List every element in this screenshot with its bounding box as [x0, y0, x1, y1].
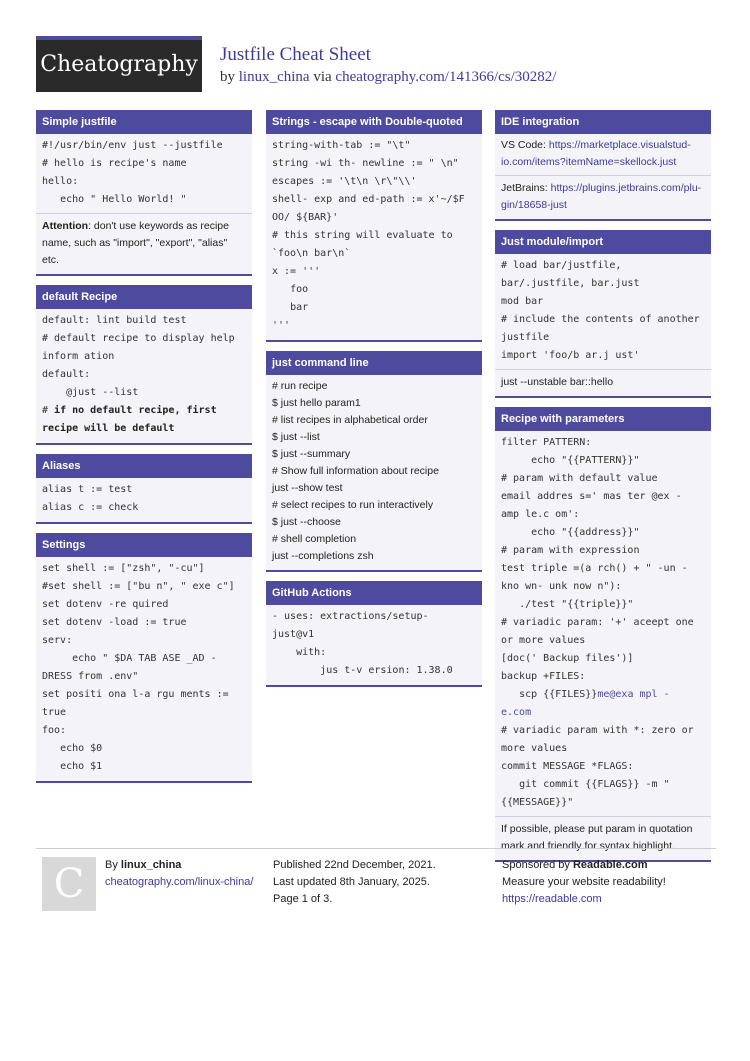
author-link[interactable]: linux_china — [238, 69, 310, 85]
line: $ just hello param1 — [272, 397, 361, 409]
line: set positi ona l-a rgu ments := true — [42, 689, 235, 718]
line: just --show test — [272, 482, 343, 494]
line: # param with expression — [501, 545, 640, 556]
section-default-recipe — [36, 285, 252, 445]
line: with: — [272, 647, 327, 658]
section-title: IDE integration — [495, 110, 711, 134]
vscode-label: VS Code: — [501, 139, 549, 151]
line: echo $0 — [42, 743, 103, 754]
footer-sponsor — [502, 857, 666, 908]
line: @just --list — [42, 387, 139, 398]
sponsor-text: Measure your website readability! — [502, 876, 666, 888]
column-3 — [495, 110, 711, 871]
footer — [36, 848, 716, 907]
line: # include the contents of another justfile — [501, 314, 706, 343]
line: # hello is recipe's name — [42, 158, 187, 169]
line: # Show full information about recipe — [272, 465, 439, 477]
code-block-b — [501, 722, 705, 812]
line: default: lint build test — [42, 315, 187, 326]
sponsor-url[interactable]: https://readable.com — [502, 893, 602, 905]
jetbrains-row — [495, 175, 711, 214]
comment-prefix: # — [42, 405, 55, 416]
line: backup +FILES: — [501, 671, 586, 682]
line: # shell completion — [272, 533, 357, 545]
footer-author-url[interactable]: cheatography.com/linux-china/ — [105, 876, 254, 888]
header — [36, 36, 716, 96]
line: # variadic param: '+' aceept one or more values — [501, 617, 700, 646]
line: string-with-tab := "\t" — [272, 140, 411, 151]
vscode-link[interactable]: https://marketplace.visualstud- io.com/items?itemName=skellock.just — [501, 139, 691, 168]
line: string -wi th- newline := " \n" — [272, 158, 459, 169]
footer-by: By — [105, 859, 121, 871]
section-aliases — [36, 454, 252, 524]
bold-comment: if no default recipe, first recipe will be default — [42, 405, 223, 434]
email-link[interactable]: me@exa mpl - e.com — [501, 689, 676, 718]
line: $ just --summary — [272, 448, 351, 460]
note-text: : don't use keywords as recipe name, such as "import", "export", "alias" etc. — [42, 220, 229, 266]
jetbrains-link[interactable]: https://plugins.jetbrains.com/plu- gin/18658-just — [501, 182, 702, 211]
footer-meta — [273, 857, 436, 908]
line: default: — [42, 369, 91, 380]
jetbrains-label: JetBrains: — [501, 182, 551, 194]
code-block — [42, 312, 246, 402]
line: x := ''' — [272, 266, 321, 277]
line: git commit {{FLAGS}} -m " {{MESSAGE}}" — [501, 779, 676, 808]
section-title: Aliases — [36, 454, 252, 478]
line: set dotenv -re quired — [42, 599, 169, 610]
section-settings — [36, 533, 252, 783]
code-block-a — [501, 434, 705, 686]
published-date: Published 22nd December, 2021. — [273, 859, 436, 871]
line: [doc(' Backup files')] — [501, 653, 634, 664]
page-title: Justfile Cheat Sheet — [220, 44, 371, 65]
cheatography-logo[interactable]: Cheatography — [36, 36, 202, 92]
title-block — [220, 44, 556, 87]
code-bold-line — [42, 402, 246, 438]
section-github-actions — [266, 581, 482, 687]
params-note: If possible, please put param in quotation mark and friendly for syntax highlight. — [495, 816, 711, 855]
line: set dotenv -load := true — [42, 617, 187, 628]
sheet-url-link[interactable]: cheatography.com/141366/cs/30282/ — [335, 69, 557, 85]
section-title: Just module/import — [495, 230, 711, 254]
line: echo " $DA TAB ASE _AD - DRESS from .env" — [42, 653, 223, 682]
line: ./test "{{triple}}" — [501, 599, 634, 610]
line: - uses: extractions/setup- just@v1 — [272, 611, 435, 640]
line: filter PATTERN: — [501, 437, 592, 448]
code-block — [42, 137, 246, 209]
line: echo " Hello World! " — [42, 194, 187, 205]
sponsor-name[interactable]: Readable.com — [572, 859, 648, 871]
line: echo "{{PATTERN}}" — [501, 455, 640, 466]
line: ''' — [272, 320, 291, 331]
line: # run recipe — [272, 380, 328, 392]
line: foo — [272, 284, 309, 295]
line: set shell := ["zsh", "-cu"] — [42, 563, 205, 574]
sponsored-by: Sponsored by — [502, 859, 573, 871]
module-note: just --unstable bar::hello — [495, 369, 711, 391]
code-block — [272, 137, 476, 335]
section-title: Recipe with parameters — [495, 407, 711, 431]
code-block — [272, 608, 476, 680]
code-block — [42, 481, 246, 517]
column-2 — [266, 110, 482, 696]
line: import 'foo/b ar.j ust' — [501, 350, 640, 361]
line: # this string will evaluate to `foo\n bar\n` — [272, 230, 459, 259]
line: #!/usr/bin/env just --justfile — [42, 140, 223, 151]
line: # variadic param with *: zero or more values — [501, 725, 700, 754]
cheatography-c-icon: C — [42, 857, 96, 911]
line: email addres s=' mas ter @ex - amp le.c om': — [501, 491, 688, 520]
byline — [220, 67, 556, 87]
section-title: Strings - escape with Double-quoted — [266, 110, 482, 134]
section-command-line — [266, 351, 482, 572]
line: jus t-v ersion: 1.38.0 — [272, 665, 453, 676]
scp-line — [501, 686, 705, 722]
line: serv: — [42, 635, 73, 646]
line: just --completions zsh — [272, 550, 374, 562]
line: alias t := test — [42, 484, 133, 495]
line: #set shell := ["bu n", " exe c"] — [42, 581, 235, 592]
line: $ just --choose — [272, 516, 341, 528]
via-label: via — [313, 69, 332, 85]
section-module-import — [495, 230, 711, 398]
section-ide-integration — [495, 110, 711, 221]
line: # param with default value — [501, 473, 658, 484]
scp-prefix: scp {{FILES}} — [501, 689, 598, 700]
line: foo: — [42, 725, 67, 736]
footer-author — [105, 857, 253, 891]
line: alias c := check — [42, 502, 139, 513]
line: test triple =(a rch() + " -un - kno wn- unk now n"): — [501, 563, 694, 592]
line: # default recipe to display help inform ation — [42, 333, 241, 362]
line: commit MESSAGE *FLAGS: — [501, 761, 634, 772]
line: # list recipes in alphabetical order — [272, 414, 428, 426]
note-bold: Attention — [42, 220, 89, 232]
section-title: Simple justfile — [36, 110, 252, 134]
updated-date: Last updated 8th January, 2025. — [273, 876, 430, 888]
attention-note — [36, 213, 252, 269]
code-block — [42, 560, 246, 776]
line: $ just --list — [272, 431, 320, 443]
line: # select recipes to run interactively — [272, 499, 434, 511]
footer-by-line — [105, 857, 253, 874]
line: # load bar/justfile, bar/.justfile, bar.just — [501, 260, 640, 289]
line: hello: — [42, 176, 79, 187]
column-1 — [36, 110, 252, 792]
section-simple-justfile — [36, 110, 252, 276]
line: escapes := '\t\n \r\"\\' — [272, 176, 417, 187]
command-list — [272, 378, 476, 565]
section-strings — [266, 110, 482, 342]
footer-author-name[interactable]: linux_china — [120, 859, 182, 871]
by-label: by — [220, 69, 235, 85]
line: bar — [272, 302, 309, 313]
section-title: just command line — [266, 351, 482, 375]
line: echo "{{address}}" — [501, 527, 640, 538]
section-title: GitHub Actions — [266, 581, 482, 605]
code-block — [501, 257, 705, 365]
sponsor-line — [502, 857, 666, 874]
line: echo $1 — [42, 761, 103, 772]
section-title: Settings — [36, 533, 252, 557]
line: mod bar — [501, 296, 544, 307]
vscode-row — [501, 137, 705, 171]
section-recipe-parameters — [495, 407, 711, 862]
line: shell- exp and ed-path := x'~/$F OO/ ${BAR}' — [272, 194, 471, 223]
section-title: default Recipe — [36, 285, 252, 309]
page-number: Page 1 of 3. — [273, 893, 333, 905]
